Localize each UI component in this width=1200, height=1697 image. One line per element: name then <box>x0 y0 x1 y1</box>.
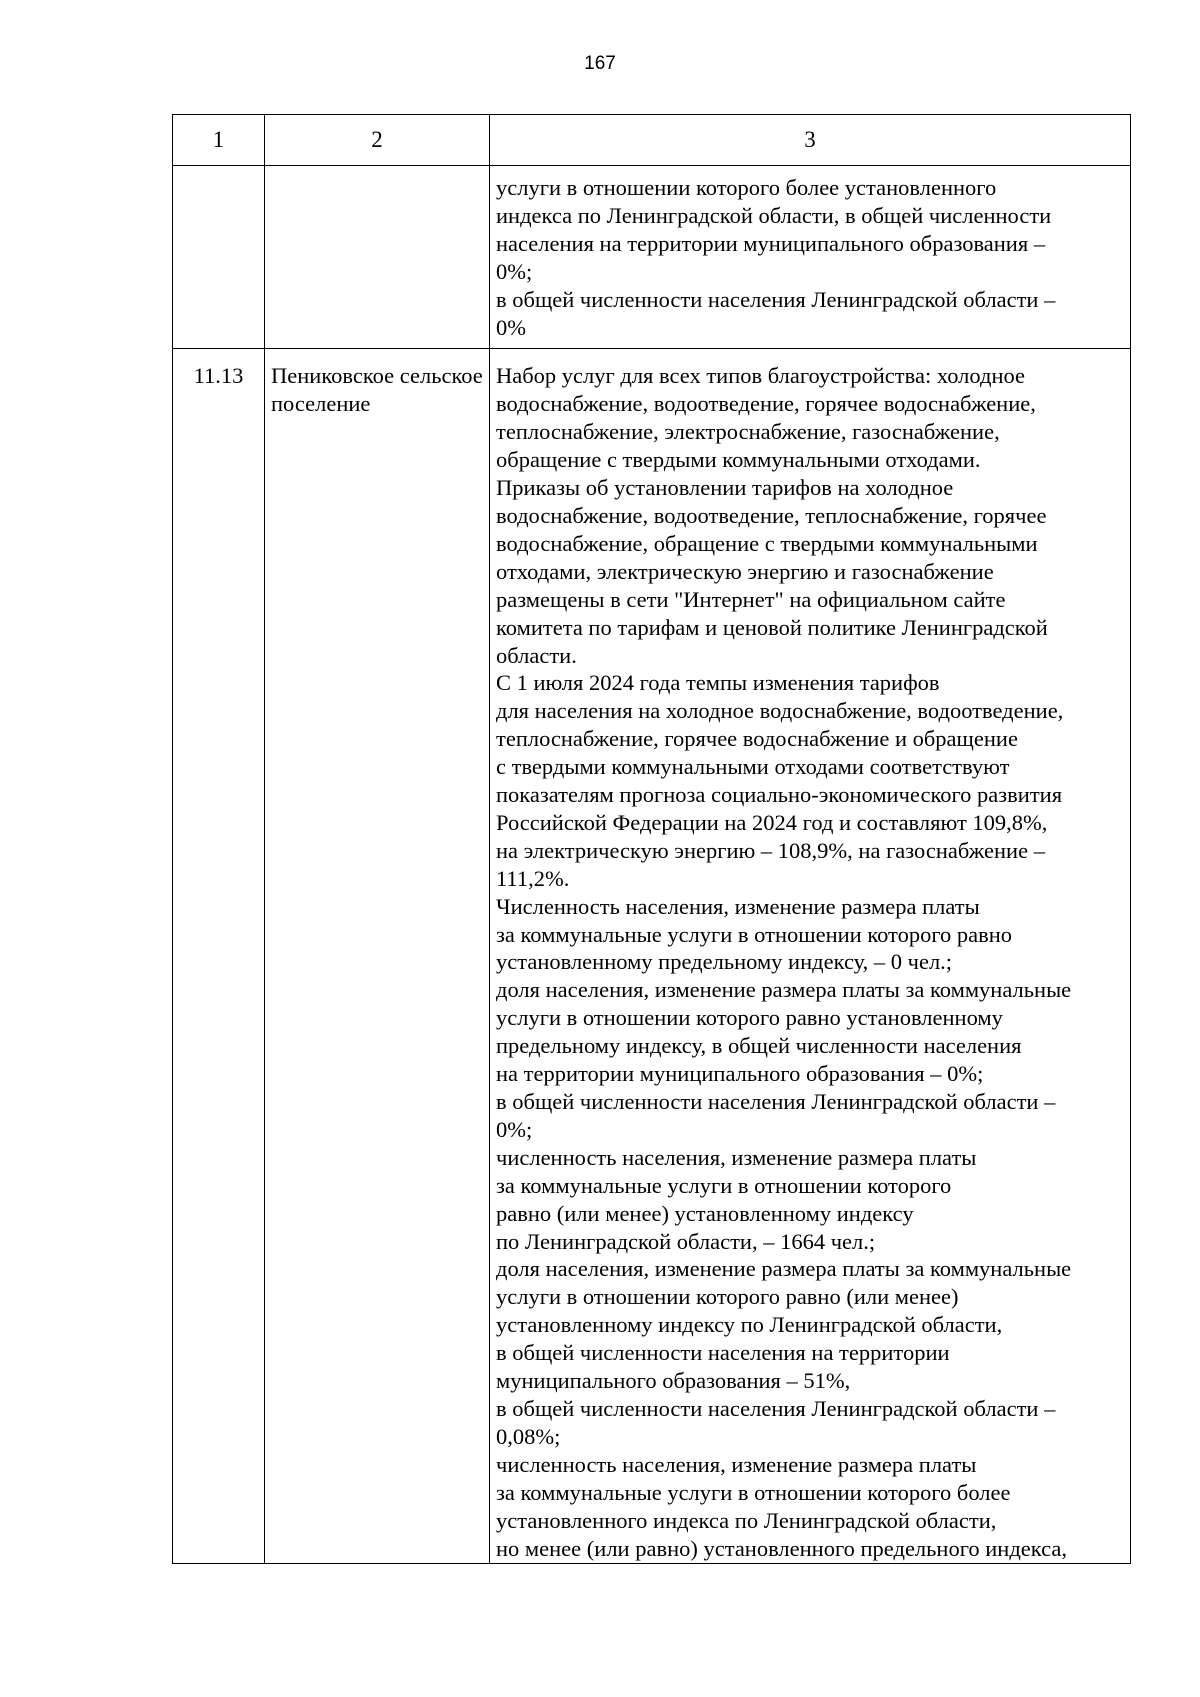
description-line: отходами, электрическую энергию и газоснабжение <box>496 558 994 584</box>
description-line: за коммунальные услуги в отношении которого более <box>496 1479 1011 1505</box>
row-number <box>173 166 265 349</box>
description-line: доля населения, изменение размера платы за коммунальные <box>496 1256 1072 1282</box>
description-line: установленного индекса по Ленинградской области, <box>496 1507 997 1533</box>
description-line: 0,08%; <box>496 1423 561 1449</box>
description-line: водоснабжение, обращение с твердыми коммунальными <box>496 530 1038 556</box>
description-line: в общей численности населения на территории <box>496 1340 950 1366</box>
description-line: размещены в сети "Интернет" на официальном сайте <box>496 586 1006 612</box>
description-line: на электрическую энергию – 108,9%, на газоснабжение – <box>496 837 1045 863</box>
description-line: для населения на холодное водоснабжение, водоотведение, <box>496 698 1064 724</box>
page-number: 167 <box>584 53 616 74</box>
description-line: индекса по Ленинградской области, в общей численности <box>496 202 1052 228</box>
description-line: но менее (или равно) установленного предельного индекса, <box>496 1535 1068 1561</box>
description-line: услуги в отношении которого равно (или менее) <box>496 1284 959 1310</box>
description-line: в общей численности населения Ленинградской области – <box>496 1395 1056 1421</box>
description-line: теплоснабжение, горячее водоснабжение и обращение <box>496 726 1018 752</box>
row-number: 11.13 <box>173 349 265 1564</box>
description-line: за коммунальные услуги в отношении которого равно <box>496 921 1013 947</box>
description-line: численность населения, изменение размера платы <box>496 1144 977 1170</box>
description-line: услуги в отношении которого равно установленному <box>496 1005 1003 1031</box>
description-line: 0%; <box>496 258 533 284</box>
description-line: Российской Федерации на 2024 год и составляют 109,8%, <box>496 809 1048 835</box>
description-line: комитета по тарифам и ценовой политике Ленинградской <box>496 614 1048 640</box>
table-header-row <box>173 115 1131 166</box>
description-line: Приказы об установлении тарифов на холодное <box>496 475 954 501</box>
row-description <box>490 166 1131 349</box>
description-line: доля населения, изменение размера платы за коммунальные <box>496 977 1072 1003</box>
municipality-name <box>265 166 490 349</box>
description-line: равно (или менее) установленному индексу <box>496 1200 914 1226</box>
description-line: с твердыми коммунальными отходами соответствуют <box>496 754 1010 780</box>
municipality-name: Пениковское сельское поселение <box>265 349 490 1564</box>
description-line: за коммунальные услуги в отношении которого <box>496 1172 952 1198</box>
header-cell-1: 1 <box>173 115 265 166</box>
description-line: Численность населения, изменение размера платы <box>496 893 980 919</box>
table-row <box>173 349 1131 1564</box>
description-line: показателям прогноза социально-экономического развития <box>496 782 1063 808</box>
description-line: 0%; <box>496 1116 533 1142</box>
description-line: населения на территории муниципального образования – <box>496 230 1046 256</box>
description-line: области. <box>496 642 577 668</box>
description-line: водоснабжение, водоотведение, горячее водоснабжение, <box>496 391 1036 417</box>
description-line: по Ленинградской области, – 1664 чел.; <box>496 1228 876 1254</box>
description-line: муниципального образования – 51%, <box>496 1368 851 1394</box>
description-line: Набор услуг для всех типов благоустройства: холодное <box>496 363 1025 389</box>
description-line: установленному предельному индексу, – 0 чел.; <box>496 949 953 975</box>
description-line: на территории муниципального образования – 0%; <box>496 1061 984 1087</box>
row-description <box>490 349 1131 1564</box>
description-line: предельному индексу, в общей численности населения <box>496 1033 1022 1059</box>
description-line: теплоснабжение, электроснабжение, газоснабжение, <box>496 419 1000 445</box>
table-row <box>173 166 1131 349</box>
tariff-table <box>172 114 1131 1564</box>
description-line: в общей численности населения Ленинградской области – <box>496 1089 1056 1114</box>
header-cell-2: 2 <box>265 115 490 166</box>
description-line: обращение с твердыми коммунальными отходами. <box>496 447 981 473</box>
description-line: услуги в отношении которого более установленного <box>496 175 997 200</box>
description-line: С 1 июля 2024 года темпы изменения тарифов <box>496 670 940 696</box>
description-line: установленному индексу по Ленинградской области, <box>496 1312 1003 1338</box>
description-line: 0% <box>496 314 526 340</box>
description-line: 111,2%. <box>496 865 570 891</box>
description-line: водоснабжение, водоотведение, теплоснабжение, горячее <box>496 502 1047 528</box>
header-cell-3: 3 <box>490 115 1131 166</box>
description-line: численность населения, изменение размера платы <box>496 1451 977 1477</box>
description-line: в общей численности населения Ленинградской области – <box>496 286 1056 312</box>
